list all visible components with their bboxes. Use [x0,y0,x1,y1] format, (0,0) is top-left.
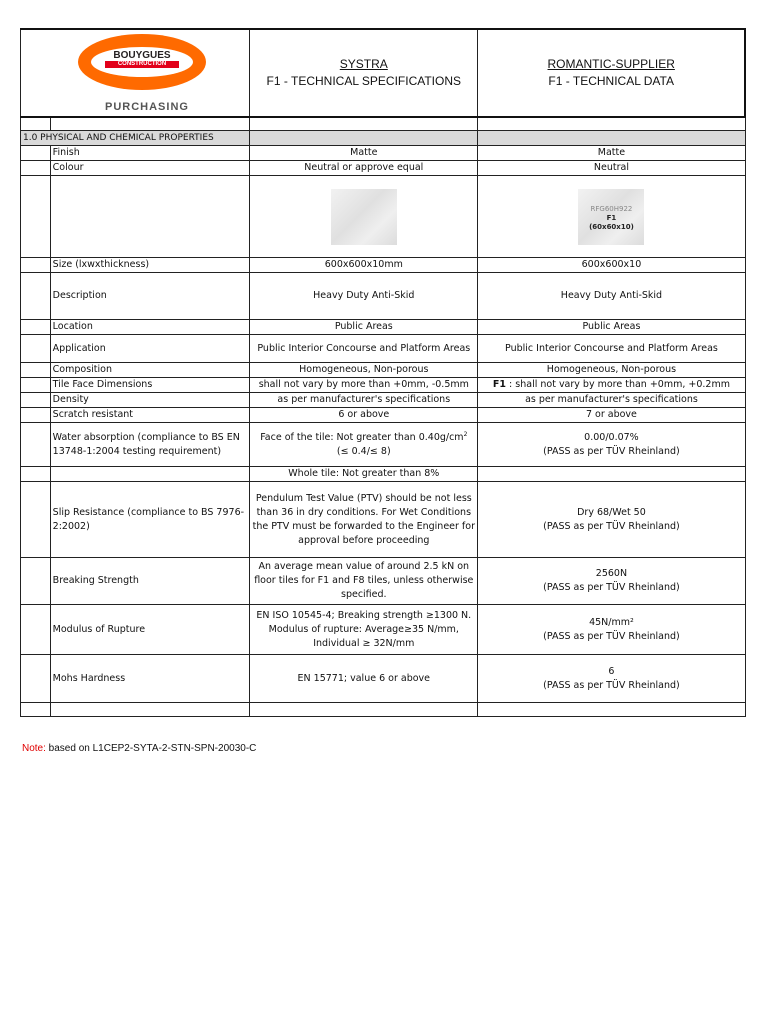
tile-size: (60x60x10) [589,222,634,231]
table-row [21,258,746,273]
tile-name: F1 [606,213,617,222]
spec-value: Heavy Duty Anti-Skid [250,273,478,320]
data-line-a: 2560N [595,568,628,579]
data-header-line2: F1 - TECHNICAL DATA [548,74,674,88]
data-value: 600x600x10 [478,258,745,273]
data-value: Public Areas [478,320,745,335]
spec-value: Public Areas [250,320,478,335]
spec-value: Whole tile: Not greater than 8% [250,467,478,482]
data-value [478,655,745,703]
row-label: Mohs Hardness [50,655,250,703]
row-label: Tile Face Dimensions [50,378,250,393]
row-label: Water absorption (compliance to BS EN 13748-1:2004 testing requirement) [50,423,250,467]
table-row [21,378,746,393]
row-label: Composition [50,363,250,378]
data-value [478,558,745,605]
spec-line-b: (≤ 0.4/≤ 8) [336,445,391,457]
spacer-row [21,703,746,717]
table-row [21,558,746,605]
row-label: Description [50,273,250,320]
data-value [478,423,745,467]
row-label: Application [50,335,250,363]
spec-value: 6 or above [250,408,478,423]
spec-value: Pendulum Test Value (PTV) should be not less than 36 in dry conditions. For Wet Conditions the PTV must be forwarded to the Engineer for approval before proceeding [250,482,478,558]
data-value: Matte [478,146,745,161]
table-row [21,393,746,408]
data-line-b: (PASS as per TÜV Rheinland) [543,679,680,691]
spec-header-line2: F1 - TECHNICAL SPECIFICATIONS [266,74,462,88]
spec-value: Public Interior Concourse and Platform Areas [250,335,478,363]
row-label: Colour [50,161,250,176]
logo-brand: BOUYGUES [113,50,171,61]
data-value [478,605,745,655]
row-label: Density [50,393,250,408]
spec-value: Homogeneous, Non-porous [250,363,478,378]
spec-table [20,28,746,717]
header-row [21,29,746,117]
data-column-header [478,29,745,117]
spec-value: EN ISO 10545-4; Breaking strength ≥1300 N. Modulus of rupture: Average≥35 N/mm, Individual ≥ 32N/mm [250,605,478,655]
table-row [21,176,746,258]
logo-cell [21,29,250,117]
spec-value: Matte [250,146,478,161]
spec-column-header [250,29,478,117]
table-row [21,363,746,378]
spec-value: Neutral or approve equal [250,161,478,176]
data-line-b: (PASS as per TÜV Rheinland) [543,582,680,593]
tile-code: RFG60H922 [590,204,633,213]
data-line-a: 0.00/0.07% [584,431,639,443]
table-row [21,146,746,161]
spec-sheet [20,28,746,717]
section-header-row [21,131,746,146]
note-label: Note: [22,743,46,754]
data-tile-image [478,176,745,258]
data-value: Heavy Duty Anti-Skid [478,273,745,320]
logo-dept: PURCHASING [105,101,189,113]
spec-tile-image [250,176,478,258]
data-value: as per manufacturer's specifications [478,393,745,408]
table-row [21,273,746,320]
spec-value: An average mean value of around 2.5 kN on floor tiles for F1 and F8 tiles, unless otherwise specified. [250,558,478,605]
table-row [21,320,746,335]
data-line-b: (PASS as per TÜV Rheinland) [543,445,680,457]
data-value: Homogeneous, Non-porous [478,363,745,378]
data-line-a: 45N/mm² [589,616,634,628]
spec-superscript: 2 [463,430,468,438]
spec-line-a: Face of the tile: Not greater than 0.40g/cm [260,431,464,443]
data-value [478,482,745,558]
row-label: Size (lxwxthickness) [50,258,250,273]
table-row [21,423,746,467]
logo-oval-icon [78,34,206,90]
data-text: : shall not vary by more than +0mm, +0.2mm [506,379,730,390]
data-value [478,378,745,393]
spec-value: as per manufacturer's specifications [250,393,478,408]
row-label: Location [50,320,250,335]
note-text: based on L1CEP2-SYTA-2-STN-SPN-20030-C [45,743,257,754]
table-row [21,161,746,176]
data-prefix: F1 [492,379,507,390]
spec-value: EN 15771; value 6 or above [250,655,478,703]
spec-header-line1: SYSTRA [339,57,388,71]
data-header-line1: ROMANTIC-SUPPLIER [547,57,675,71]
table-row [21,482,746,558]
spacer-row [21,117,746,131]
data-value: 7 or above [478,408,745,423]
data-value: Public Interior Concourse and Platform Areas [478,335,745,363]
data-line-a: Dry 68/Wet 50 [577,506,646,518]
row-label: Breaking Strength [50,558,250,605]
spec-value: shall not vary by more than +0mm, -0.5mm [250,378,478,393]
footnote [22,743,256,754]
data-line-b: (PASS as per TÜV Rheinland) [543,520,680,532]
row-label: Slip Resistance (compliance to BS 7976-2:2002) [50,482,250,558]
table-row [21,335,746,363]
table-row [21,605,746,655]
table-row [21,467,746,482]
data-line-a: 6 [608,665,615,677]
tile-sample-image [578,189,644,245]
data-line-b: (PASS as per TÜV Rheinland) [543,630,680,642]
logo-sub: CONSTRUCTION [105,61,179,68]
spec-value: 600x600x10mm [250,258,478,273]
tile-sample-image [331,189,397,245]
row-label: Modulus of Rupture [50,605,250,655]
table-row [21,408,746,423]
bouygues-logo [23,30,247,116]
table-row [21,655,746,703]
data-value: Neutral [478,161,745,176]
row-label: Scratch resistant [50,408,250,423]
spec-value [250,423,478,467]
section-title: 1.0 PHYSICAL AND CHEMICAL PROPERTIES [21,131,250,146]
row-label: Finish [50,146,250,161]
